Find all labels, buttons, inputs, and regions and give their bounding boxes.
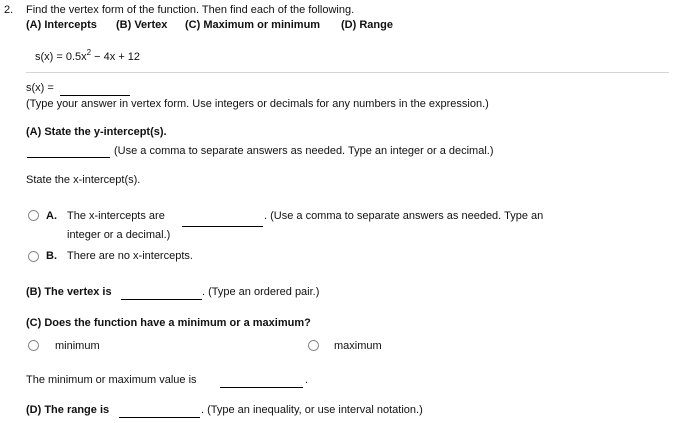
option-a-radio[interactable] xyxy=(28,210,39,221)
question-prompt: Find the vertex form of the function. Then find each of the following. xyxy=(26,4,355,16)
function-suffix: − 4x + 12 xyxy=(91,51,141,63)
option-b-letter: B. xyxy=(46,250,57,262)
min-max-value-input[interactable] xyxy=(220,387,303,388)
function-expression xyxy=(35,48,141,64)
vertex-form-input[interactable] xyxy=(60,95,130,96)
option-a-hint: . (Use a comma to separate answers as needed. Type an xyxy=(264,210,544,222)
range-hint: . (Type an inequality, or use interval notation.) xyxy=(201,404,423,416)
part-label-intercepts: (A) Intercepts xyxy=(26,19,97,31)
y-intercept-hint: (Use a comma to separate answers as needed. Type an integer or a decimal.) xyxy=(114,145,494,157)
min-max-value-label: The minimum or maximum value is xyxy=(26,374,197,386)
part-label-vertex: (B) Vertex xyxy=(116,19,168,31)
vertex-form-label: s(x) = xyxy=(26,82,54,94)
min-max-value-suffix: . xyxy=(305,374,309,386)
option-a-text: The x-intercepts are xyxy=(67,210,165,222)
min-max-question: (C) Does the function have a minimum or a maximum? xyxy=(26,317,311,329)
option-a-letter: A. xyxy=(46,210,57,222)
range-label: (D) The range is xyxy=(26,404,110,416)
option-b-radio[interactable] xyxy=(28,251,39,262)
vertex-label: (B) The vertex is xyxy=(26,286,112,298)
function-exponent: 2 xyxy=(86,48,92,57)
vertex-hint: . (Type an ordered pair.) xyxy=(202,286,320,298)
divider xyxy=(26,72,669,73)
part-label-max-min: (C) Maximum or minimum xyxy=(185,19,321,31)
minimum-radio[interactable] xyxy=(28,340,39,351)
maximum-radio[interactable] xyxy=(308,340,319,351)
x-intercepts-input[interactable] xyxy=(182,226,263,227)
vertex-form-hint: (Type your answer in vertex form. Use integers or decimals for any numbers in the expression.) xyxy=(26,98,489,110)
minimum-label: minimum xyxy=(55,340,100,352)
function-prefix: s(x) = 0.5x xyxy=(35,51,87,63)
range-input[interactable] xyxy=(119,417,200,418)
vertex-input[interactable] xyxy=(121,299,202,300)
maximum-label: maximum xyxy=(334,340,382,352)
y-intercept-label: (A) State the y-intercept(s). xyxy=(26,126,167,138)
option-a-hint-continued: integer or a decimal.) xyxy=(67,229,171,241)
option-b-text: There are no x-intercepts. xyxy=(67,250,193,262)
y-intercept-input[interactable] xyxy=(27,157,110,158)
question-number: 2. xyxy=(4,4,14,16)
x-intercept-label: State the x-intercept(s). xyxy=(26,174,141,186)
part-label-range: (D) Range xyxy=(341,19,393,31)
